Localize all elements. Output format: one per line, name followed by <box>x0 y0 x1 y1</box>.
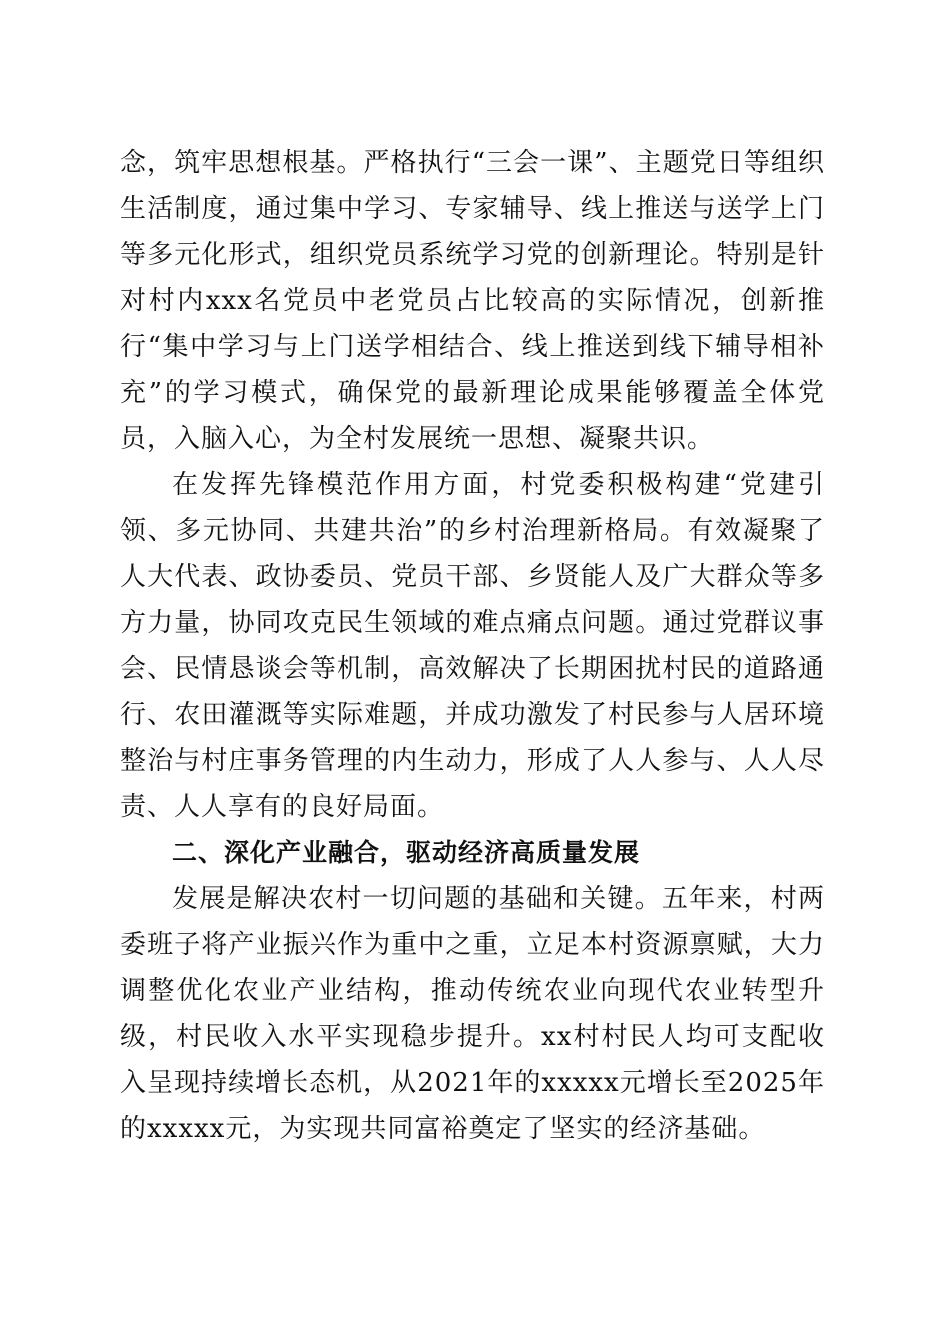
paragraph-party-theory-study: 念，筑牢思想根基。严格执行“三会一课”、主题党日等组织生活制度，通过集中学习、专家辅导、线上推送与送学上门等多元化形式，组织党员系统学习党的创新理论。特别是针对村内xxx名党员中老党员占比较高的实际情况，创新推行“集中学习与上门送学相结合、线上推送到线下辅导相补充”的学习模式，确保党的最新理论成果能够覆盖全体党员，入脑入心，为全村发展统一思想、凝聚共识。 <box>120 148 825 454</box>
paragraph-economic-development: 发展是解决农村一切问题的基础和关键。五年来，村两委班子将产业振兴作为重中之重，立足本村资源禀赋，大力调整优化农业产业结构，推动传统农业向现代农业转型升级，村民收入水平实现稳步提升。xx村村民人均可支配收入呈现持续增长态机，从2021年的xxxxx元增长至2025年的xxxxx元，为实现共同富裕奠定了坚实的经济基础。 <box>120 884 825 1144</box>
section-heading-industry-integration: 二、深化产业融合，驱动经济高质量发展 <box>172 838 641 867</box>
document-body <box>120 140 825 1152</box>
paragraph-vanguard-role: 在发挥先锋模范作用方面，村党委积极构建“党建引领、多元协同、共建共治”的乡村治理新格局。有效凝聚了人大代表、政协委员、党员干部、乡贤能人及广大群众等多方力量，协同攻克民生领域的难点痛点问题。通过党群议事会、民情恳谈会等机制，高效解决了长期困扰村民的道路通行、农田灌溉等实际难题，并成功激发了村民参与人居环境整治与村庄事务管理的内生动力，形成了人人参与、人人尽责、人人享有的良好局面。 <box>120 470 825 822</box>
